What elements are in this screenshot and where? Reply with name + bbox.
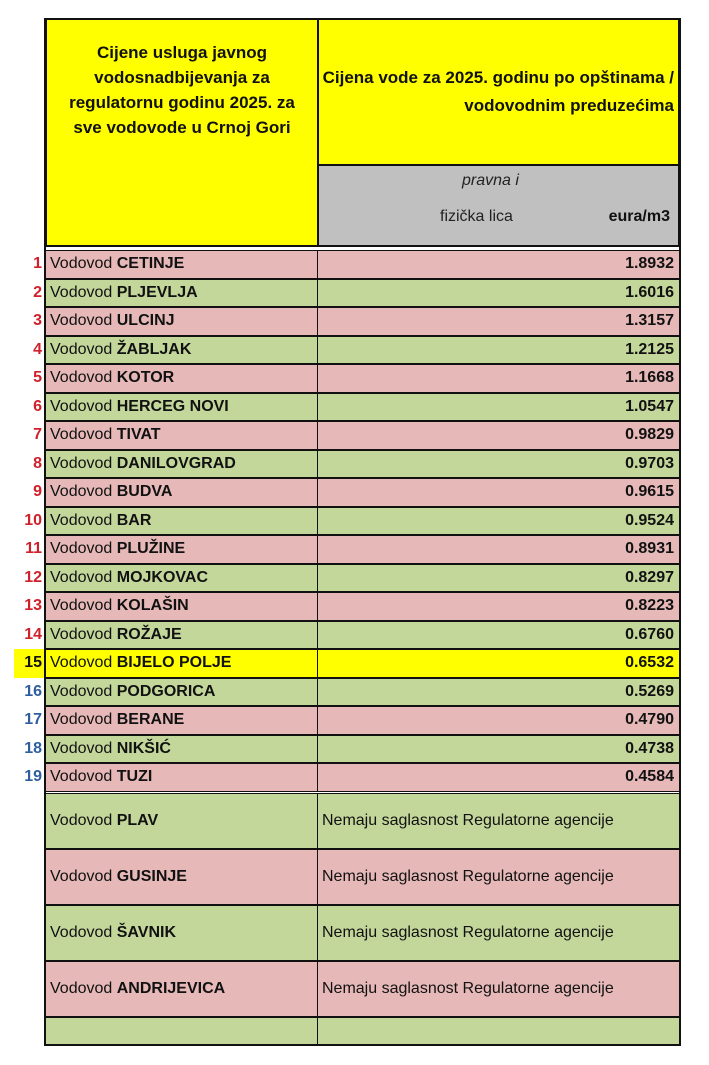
no-approval-note: Nemaju saglasnost Regulatorne agencije — [317, 961, 680, 1017]
table-row — [0, 849, 709, 905]
table-row — [0, 393, 709, 422]
utility-name-cell — [45, 592, 319, 621]
table-row — [0, 478, 709, 507]
utility-city: TUZI — [116, 768, 153, 786]
no-approval-note: Nemaju saglasnost Regulatorne agencije — [317, 905, 680, 961]
rank-number: 6 — [33, 397, 42, 415]
table-row — [0, 735, 709, 764]
table-row — [0, 706, 709, 735]
table-row — [0, 905, 709, 961]
rank-number: 16 — [24, 682, 42, 700]
utility-name-cell — [45, 336, 319, 365]
utility-name-cell — [45, 279, 319, 308]
utility-prefix: Vodovod — [50, 283, 113, 301]
price-value-cell: 1.6016 — [317, 279, 680, 308]
price-value-cell: 0.4584 — [317, 763, 680, 792]
utility-name-cell — [45, 961, 319, 1017]
utility-prefix: Vodovod — [50, 369, 113, 387]
utility-prefix: Vodovod — [50, 924, 113, 941]
table-row — [0, 279, 709, 308]
utility-prefix: Vodovod — [50, 255, 113, 273]
utility-city: BAR — [116, 511, 152, 529]
no-approval-note: Nemaju saglasnost Regulatorne agencije — [317, 849, 680, 905]
price-value-cell: 0.9703 — [317, 450, 680, 479]
rank-number: 13 — [24, 597, 42, 615]
price-value-cell: 0.4738 — [317, 735, 680, 764]
utility-prefix: Vodovod — [50, 597, 113, 615]
utility-prefix: Vodovod — [50, 980, 113, 997]
utility-city: CETINJE — [116, 255, 185, 273]
utility-prefix: Vodovod — [50, 812, 113, 829]
price-value-cell: 1.8932 — [317, 250, 680, 279]
utility-city: HERCEG NOVI — [116, 397, 229, 415]
utility-name-cell — [45, 763, 319, 792]
utility-city: ŠAVNIK — [116, 924, 176, 941]
utility-name-cell — [45, 678, 319, 707]
price-value-cell: 1.0547 — [317, 393, 680, 422]
rank-number: 15 — [14, 649, 44, 678]
utility-city: ROŽAJE — [116, 625, 182, 643]
table-row — [0, 336, 709, 365]
price-value-cell: 0.6532 — [317, 649, 680, 678]
rank-number: 5 — [33, 369, 42, 387]
price-value-cell: 0.5269 — [317, 678, 680, 707]
utility-prefix: Vodovod — [50, 682, 113, 700]
table-row — [0, 507, 709, 536]
utility-name-cell — [45, 905, 319, 961]
utility-name-cell — [45, 849, 319, 905]
unit-label: eura/m3 — [608, 208, 670, 225]
utility-city: GUSINJE — [116, 868, 187, 885]
rank-number: 9 — [33, 483, 42, 501]
table-row — [0, 678, 709, 707]
rank-number: 18 — [24, 739, 42, 757]
utility-prefix: Vodovod — [50, 654, 113, 672]
table-row — [0, 535, 709, 564]
table-row — [0, 621, 709, 650]
utility-city: PLUŽINE — [116, 540, 186, 558]
rank-number: 12 — [24, 568, 42, 586]
table-row — [0, 564, 709, 593]
price-value-cell: 0.9829 — [317, 421, 680, 450]
utility-city: MOJKOVAC — [116, 568, 208, 586]
price-value-cell: 0.8297 — [317, 564, 680, 593]
utility-name-cell — [45, 478, 319, 507]
utility-name-cell — [45, 621, 319, 650]
header-left-title: Cijene usluga javnog vodosnadbijevanja za regulatornu godinu 2025. za sve vodovode u Crnoj Gori — [69, 43, 295, 137]
utility-prefix: Vodovod — [50, 454, 113, 472]
utility-prefix: Vodovod — [50, 397, 113, 415]
utility-name-cell — [45, 706, 319, 735]
utility-city: PODGORICA — [116, 682, 216, 700]
utility-city: ULCINJ — [116, 312, 175, 330]
price-value-cell: 0.8223 — [317, 592, 680, 621]
utility-city: KOLAŠIN — [116, 597, 189, 615]
table-row — [0, 592, 709, 621]
table-row — [0, 649, 709, 678]
price-value-cell: 0.8931 — [317, 535, 680, 564]
utility-name-cell — [45, 735, 319, 764]
empty-name-cell — [45, 1017, 319, 1046]
utility-name-cell — [45, 649, 319, 678]
utility-prefix: Vodovod — [50, 568, 113, 586]
utility-city: PLJEVLJA — [116, 283, 198, 301]
utility-name-cell — [45, 421, 319, 450]
utility-city: BIJELO POLJE — [116, 654, 232, 672]
utility-prefix: Vodovod — [50, 625, 113, 643]
rank-number: 2 — [33, 283, 42, 301]
rank-number: 14 — [24, 625, 42, 643]
utility-prefix: Vodovod — [50, 711, 113, 729]
table-row — [0, 364, 709, 393]
table-row — [0, 307, 709, 336]
utility-name-cell — [45, 793, 319, 849]
subheader-line1: pravna i — [462, 172, 519, 189]
empty-value-cell — [317, 1017, 680, 1046]
utility-city: TIVAT — [116, 426, 161, 444]
empty-row — [0, 1017, 709, 1046]
utility-city: NIKŠIĆ — [116, 739, 171, 757]
utility-prefix: Vodovod — [50, 768, 113, 786]
price-value-cell: 0.9615 — [317, 478, 680, 507]
utility-name-cell — [45, 507, 319, 536]
rank-number: 19 — [24, 768, 42, 786]
rank-number: 1 — [33, 255, 42, 273]
utility-name-cell — [45, 535, 319, 564]
price-value-cell: 1.2125 — [317, 336, 680, 365]
rank-number: 4 — [33, 340, 42, 358]
utility-prefix: Vodovod — [50, 868, 113, 885]
price-value-cell: 0.9524 — [317, 507, 680, 536]
price-value-cell: 0.6760 — [317, 621, 680, 650]
rank-number: 11 — [25, 540, 42, 558]
price-value-cell: 0.4790 — [317, 706, 680, 735]
utility-name-cell — [45, 564, 319, 593]
table-row — [0, 793, 709, 849]
header-left-cell — [45, 18, 319, 247]
subheader-cell — [317, 164, 680, 247]
table-row — [0, 250, 709, 279]
no-approval-note: Nemaju saglasnost Regulatorne agencije — [317, 793, 680, 849]
utility-name-cell — [45, 364, 319, 393]
rank-number: 17 — [24, 711, 42, 729]
utility-name-cell — [45, 393, 319, 422]
utility-city: ŽABLJAK — [116, 340, 192, 358]
utility-name-cell — [45, 250, 319, 279]
rank-number: 10 — [24, 511, 42, 529]
utility-city: PLAV — [116, 812, 159, 829]
utility-name-cell — [45, 450, 319, 479]
utility-prefix: Vodovod — [50, 426, 113, 444]
price-value-cell: 1.3157 — [317, 307, 680, 336]
table-row — [0, 961, 709, 1017]
table-row — [0, 763, 709, 792]
rank-number: 8 — [33, 454, 42, 472]
utility-prefix: Vodovod — [50, 739, 113, 757]
table-row — [0, 421, 709, 450]
utility-city: ANDRIJEVICA — [116, 980, 226, 997]
utility-city: DANILOVGRAD — [116, 454, 236, 472]
rank-number: 3 — [33, 312, 42, 330]
utility-prefix: Vodovod — [50, 312, 113, 330]
rank-number: 7 — [33, 426, 42, 444]
price-value-cell: 1.1668 — [317, 364, 680, 393]
utility-prefix: Vodovod — [50, 511, 113, 529]
utility-name-cell — [45, 307, 319, 336]
utility-prefix: Vodovod — [50, 340, 113, 358]
header-right-title: Cijena vode za 2025. godinu po opštinama / vodovodnim preduzećima — [322, 68, 674, 115]
utility-city: BUDVA — [116, 483, 173, 501]
utility-prefix: Vodovod — [50, 540, 113, 558]
utility-city: KOTOR — [116, 369, 175, 387]
table-row — [0, 450, 709, 479]
utility-city: BERANE — [116, 711, 185, 729]
header-right-cell — [317, 18, 680, 166]
utility-prefix: Vodovod — [50, 483, 113, 501]
subheader-line2: fizička lica — [440, 208, 513, 225]
